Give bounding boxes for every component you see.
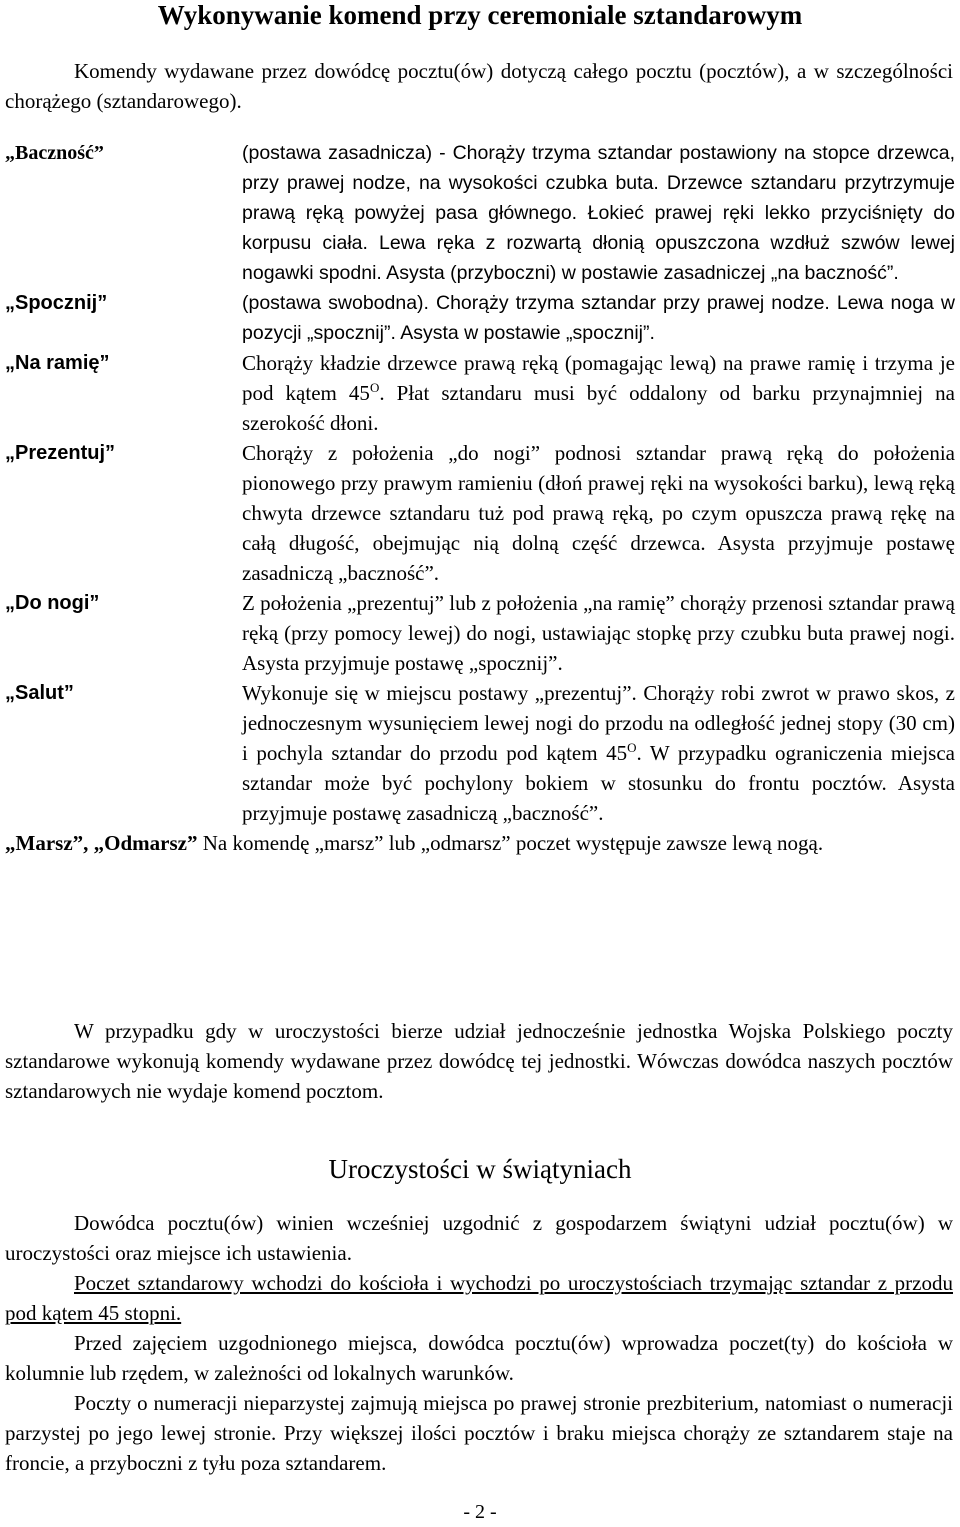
command-label: „Marsz” (5, 831, 84, 855)
command-description: Na komendę „marsz” lub „odmarsz” poczet występuje zawsze lewą nogą. (197, 831, 824, 855)
commands-list (5, 138, 955, 858)
command-description (242, 348, 955, 438)
command-label: „Odmarsz” (93, 831, 198, 855)
command-description: (postawa swobodna). Chorąży trzyma sztandar przy prawej nodze. Lewa noga w pozycji „spocznij”. Asysta w postawie „spocznij”. (242, 292, 955, 344)
command-text-part: . Płat sztandaru musi być oddalony od barku przynajmniej na szerokość dłoni. (242, 381, 955, 435)
command-do-nogi (5, 588, 955, 678)
command-description: Chorąży z położenia „do nogi” podnosi sztandar prawą ręką do położenia pionowego przy prawym ramieniu (dłoń prawej ręki na wysokości barku), lewą ręką chwyta drzewce sztandaru tuż pod prawą ręką, po czym opuszcza prawą rękę na całą długość, obejmując nią dolną część drzewca. Asysta przyjmuje postawę zasadniczą „baczność”. (242, 441, 955, 585)
section-paragraph: Przed zajęciem uzgodnionego miejsca, dowódca pocztu(ów) wprowadza poczet(ty) do kościoła w kolumnie lub rzędem, w zależności od lokalnych warunków. (5, 1331, 953, 1385)
intro-paragraph: Komendy wydawane przez dowódcę pocztu(ów) dotyczą całego pocztu (pocztów), a w szczególności chorążego (sztandarowego). (5, 59, 953, 113)
page-heading: Wykonywanie komend przy ceremoniale sztandarowym (157, 0, 803, 30)
command-label: „Do nogi” (5, 592, 100, 614)
section-paragraph-underlined (5, 1268, 953, 1328)
command-description: Z położenia „prezentuj” lub z położenia „na ramię” chorąży przenosi sztandar prawą ręką (przy pomocy lewej) do nogi, ustawiając stopkę przy czubku buta prawej nogi. Asysta przyjmuje postawę „spocznij”. (242, 591, 955, 675)
page-number: - 2 - (463, 1501, 497, 1523)
command-description: (postawa zasadnicza) - Chorąży trzyma sztandar postawiony na stopce drzewca, przy prawej nodze, na wysokości czubka buta. Drzewce sztandaru przytrzymuje prawą ręką powyżej pasa głównego. Łokieć prawej ręki lekko przyciśnięty do korpusu ciała. Lewa ręka z rozwartą dłonią opuszczona wzdłuż szwów lewej nogawki spodni. Asysta (przyboczni) w postawie zasadniczej „na baczność”. (242, 142, 955, 284)
command-label: „Na ramię” (5, 352, 110, 374)
command-marsz (5, 828, 955, 858)
underlined-text: Poczet sztandarowy wchodzi do kościoła i wychodzi po uroczystościach trzymając sztandar z przodu pod kątem 45 stopni. (5, 1271, 953, 1325)
command-text-part: Chorąży kładzie drzewce prawą ręką (pomagając lewą) na prawe ramię i trzyma je pod kątem 45 (242, 351, 955, 405)
command-spocznij (5, 288, 955, 348)
section-title: Uroczystości w świątyniach (328, 1154, 632, 1184)
command-label-separator: , (83, 831, 94, 855)
command-salut (5, 678, 955, 828)
command-label: „Salut” (5, 682, 74, 704)
command-na-ramie (5, 348, 955, 438)
command-text-part: . W przypadku ograniczenia miejsca sztandar może być pochylony bokiem w stosunku do frontu pocztów. Asysta przyjmuje postawę zasadniczą „baczność”. (242, 741, 955, 825)
command-prezentuj (5, 438, 955, 588)
command-text-part: Wykonuje się w miejscu postawy „prezentuj”. Chorąży robi zwrot w prawo skos, z jednoczesnym wysunięciem lewej nogi do przodu na odległość jednej stopy (30 cm) i pochyla sztandar do przodu pod kątem 45 (242, 681, 955, 765)
section-paragraph: Dowódca pocztu(ów) winien wcześniej uzgodnić z gospodarzem świątyni udział pocztu(ów) w uroczystości oraz miejsce ich ustawienia. (5, 1211, 953, 1265)
wojsko-paragraph: W przypadku gdy w uroczystości bierze udział jednocześnie jednostka Wojska Polskiego poczty sztandarowe wykonują komendy wydawane przez dowódcę tej jednostki. Wówczas dowódca naszych pocztów sztandarowych nie wydaje komend pocztom. (5, 1019, 953, 1103)
command-label: „Spocznij” (5, 292, 108, 314)
degree-superscript: O (627, 740, 637, 755)
command-description (242, 678, 955, 828)
command-bacznosc (5, 138, 955, 288)
command-label: „Baczność” (5, 142, 104, 164)
degree-superscript: O (369, 380, 380, 395)
command-label: „Prezentuj” (5, 442, 116, 464)
section-paragraph: Poczty o numeracji nieparzystej zajmują miejsca po prawej stronie prezbiterium, natomiast o numeracji parzystej po jego lewej stronie. Przy większej ilości pocztów i braku miejsca chorąży ze sztandarem staje na froncie, a przyboczni z tyłu poza sztandarem. (5, 1391, 953, 1475)
